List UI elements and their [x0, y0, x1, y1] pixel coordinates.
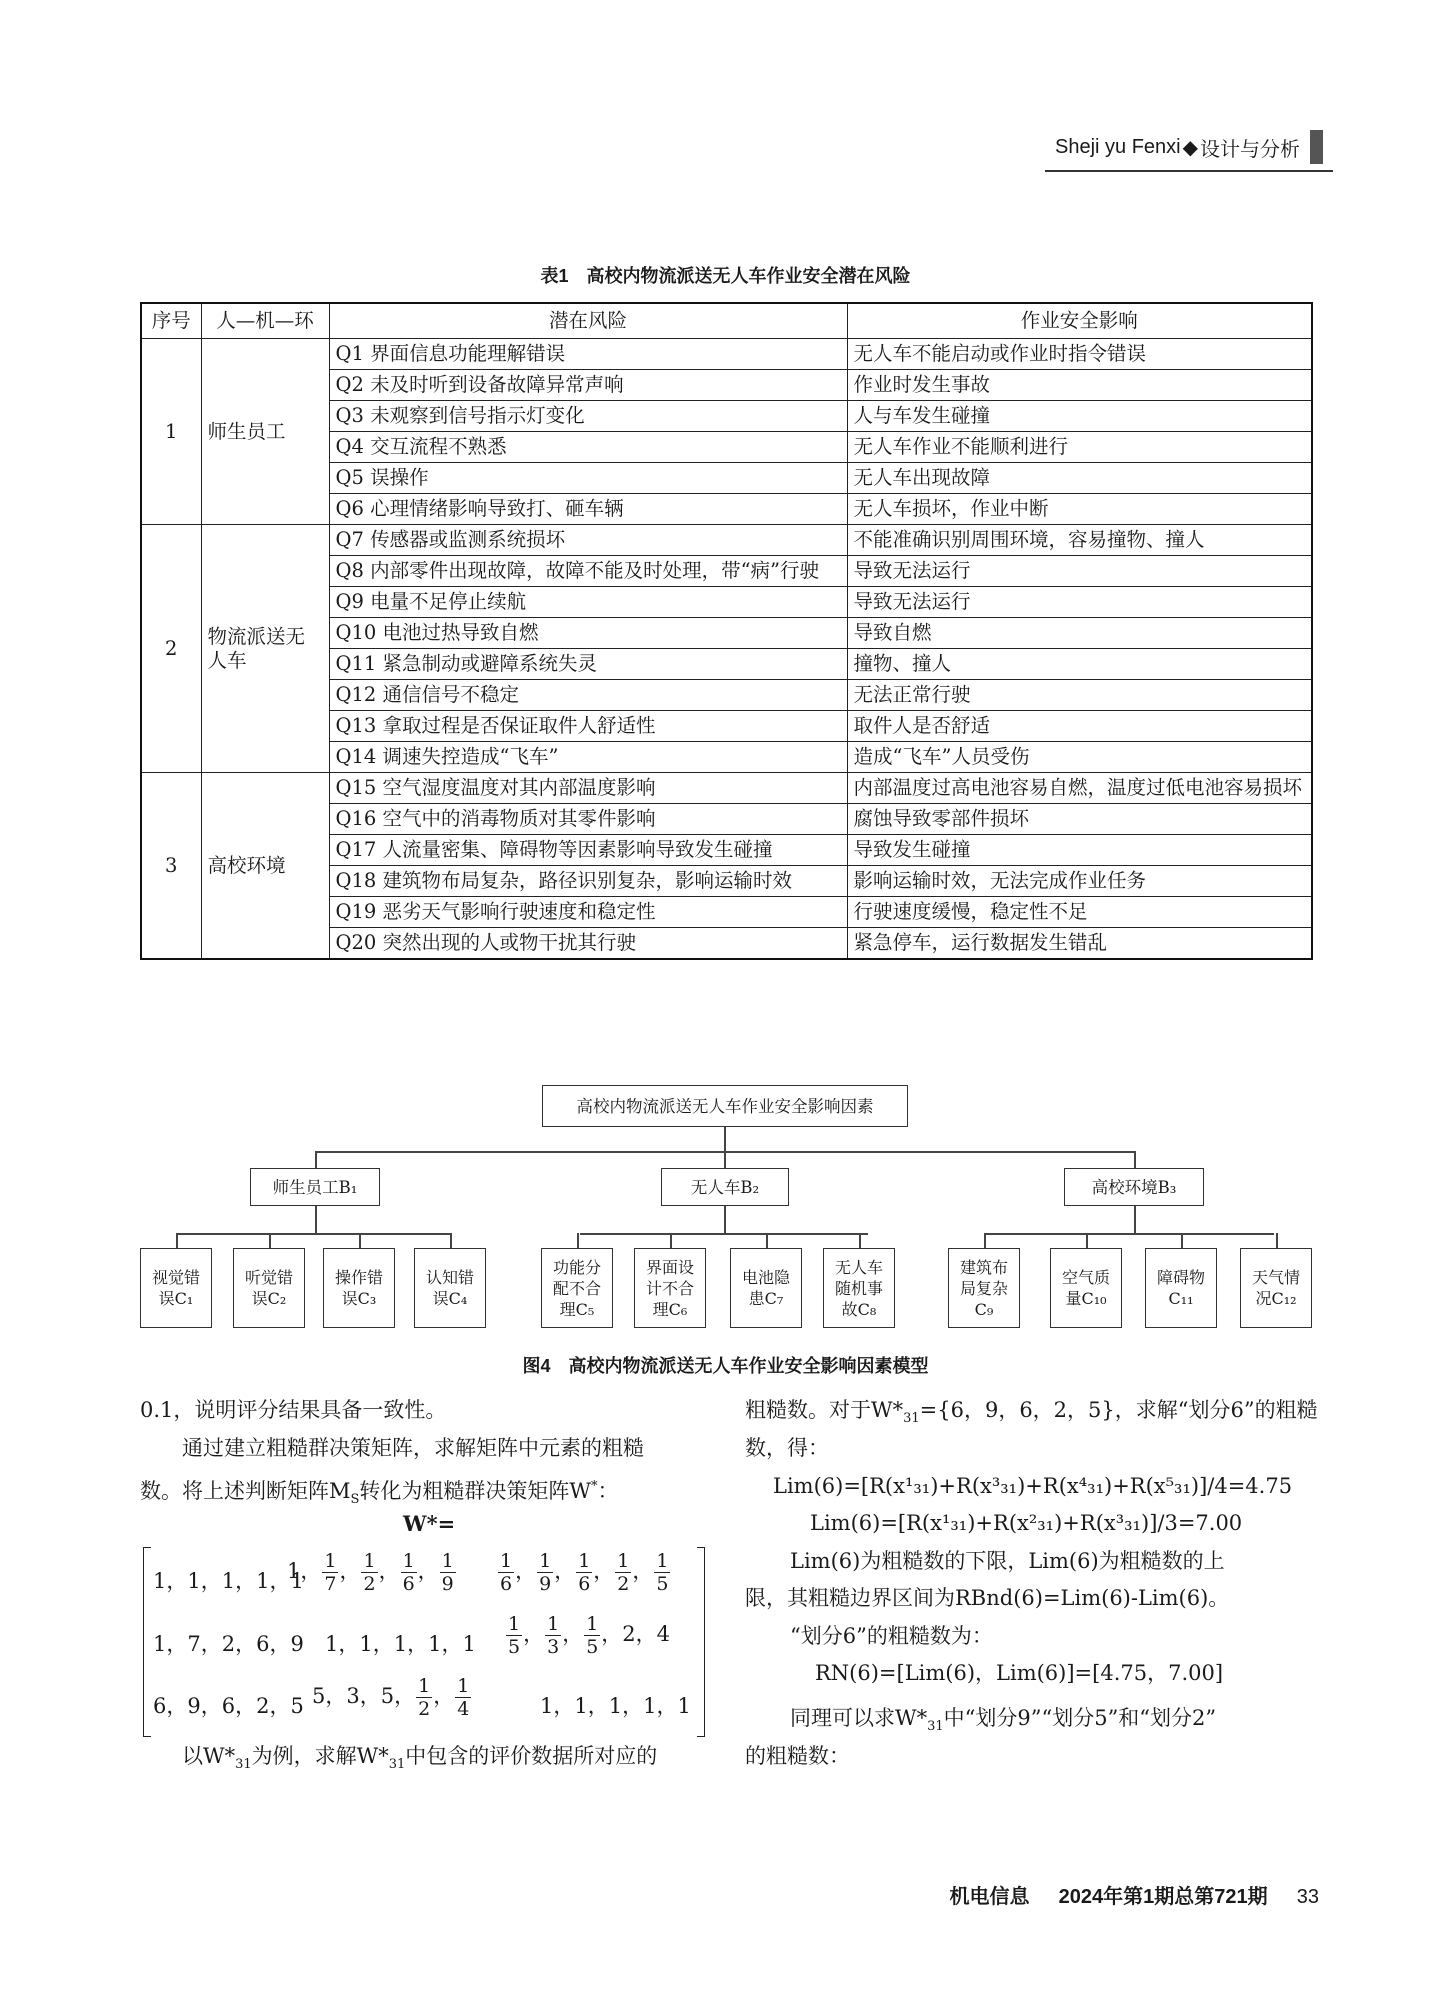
leaf-node-c6: 界面设计不合理C₆ — [634, 1248, 706, 1328]
journal-roman: Sheji yu Fenxi — [1054, 135, 1181, 158]
impact-cell: 导致无法运行 — [847, 556, 1312, 587]
risk-cell: Q9 电量不足停止续航 — [329, 587, 847, 618]
risk-cell: Q20 突然出现的人或物干扰其行驶 — [329, 928, 847, 960]
matrix-left-bracket — [143, 1547, 151, 1737]
risk-cell: Q11 紧急制动或避障系统失灵 — [329, 649, 847, 680]
group-number: 1 — [141, 339, 201, 525]
leaf-connector — [577, 1233, 579, 1248]
matrix-r2c1: 1，7，2，6，9 — [153, 1632, 304, 1656]
risk-cell: Q6 心理情绪影响导致打、砸车辆 — [329, 494, 847, 525]
w-star-eq: W*= — [403, 1511, 456, 1536]
leaf-connector — [766, 1233, 768, 1248]
leaf-connector — [1276, 1233, 1278, 1248]
left-p1: 0.1，说明评分结果具备一致性。 — [140, 1398, 447, 1422]
right-p1-line2: 数，得： — [745, 1436, 829, 1460]
right-p1-line1: 粗糙数。对于$W*_{31}=\{6$，9，6，2，5}，求解“划分6”的粗糙 — [745, 1398, 1318, 1427]
leaf-connector — [359, 1233, 361, 1248]
leaf-connector — [984, 1233, 986, 1248]
leaf-node-c3: 操作错误C₃ — [323, 1248, 395, 1328]
right-p3: “划分6”的粗糙数为： — [790, 1624, 993, 1648]
impact-cell: 作业时发生事故 — [847, 370, 1312, 401]
header-bar — [1310, 130, 1323, 164]
matrix-r2c2: 1，1，1，1，1 — [325, 1632, 476, 1656]
risk-table — [140, 302, 1313, 960]
leaf-connector — [1181, 1233, 1183, 1248]
table-header-row — [141, 303, 1312, 339]
risk-cell: Q7 传感器或监测系统损坏 — [329, 525, 847, 556]
impact-cell: 导致自燃 — [847, 618, 1312, 649]
impact-cell: 无人车不能启动或作业时指令错误 — [847, 339, 1312, 370]
footer-journal: 机电信息 — [949, 1886, 1030, 1908]
matrix-r3c1: 6，9，6，2，5 — [153, 1694, 304, 1718]
running-header — [1055, 130, 1323, 164]
risk-cell: Q14 调速失控造成“飞车” — [329, 742, 847, 773]
b1-down — [315, 1206, 317, 1234]
leaf-connector — [859, 1233, 861, 1248]
impact-cell: 无人车作业不能顺利进行 — [847, 432, 1312, 463]
leaf-node-c11: 障碍物C₁₁ — [1145, 1248, 1217, 1328]
risk-cell: Q12 通信信号不稳定 — [329, 680, 847, 711]
impact-cell: 无人车出现故障 — [847, 463, 1312, 494]
leaf-node-c2: 听觉错误C₂ — [233, 1248, 305, 1328]
table-row — [141, 773, 1312, 804]
leaf-node-c12: 天气情况C₁₂ — [1240, 1248, 1312, 1328]
matrix-r1c2: 1， $\frac{1}{7}$ ， $\frac{1}{2}$ ， $\frac{1}{6}$ ， $\frac{1}{9}$ — [287, 1550, 454, 1595]
page-footer — [950, 1880, 1319, 1909]
group-category: 物流派送无人车 — [201, 525, 329, 773]
table-row — [141, 525, 1312, 556]
header-rule — [1045, 170, 1333, 172]
impact-cell: 内部温度过高电池容易自燃，温度过低电池容易损坏 — [847, 773, 1312, 804]
impact-cell: 无人车损坏，作业中断 — [847, 494, 1312, 525]
left-p2-line2: 数。将上述判断矩阵$M_S$转化为粗糙群决策矩阵W*： — [140, 1479, 619, 1508]
group-number: 3 — [141, 773, 201, 960]
b3-down — [1134, 1206, 1136, 1234]
risk-cell: Q16 空气中的消毒物质对其零件影响 — [329, 804, 847, 835]
table-caption: 表1 高校内物流派送无人车作业安全潜在风险 — [540, 266, 911, 286]
right-p4-line1: 同理可以求$W*_{31}$中“划分9”“划分5”和“划分2” — [790, 1706, 1217, 1735]
header-impact: 作业安全影响 — [847, 303, 1312, 339]
right-p2-line1: Lim(6)为粗糙数的下限，Lim(6)为粗糙数的上 — [790, 1549, 1225, 1573]
leaf-node-c4: 认知错误C₄ — [414, 1248, 486, 1328]
leaf-connector — [1086, 1233, 1088, 1248]
matrix-right-bracket — [697, 1547, 705, 1737]
risk-cell: Q8 内部零件出现故障，故障不能及时处理，带“病”行驶 — [329, 556, 847, 587]
impact-cell: 无法正常行驶 — [847, 680, 1312, 711]
diamond-icon: ◆ — [1182, 136, 1198, 159]
leaf-connector — [670, 1233, 672, 1248]
group-category: 师生员工 — [201, 339, 329, 525]
equation-lower: Lim(6)=[R(x¹₃₁)+R(x³₃₁)+R(x⁴₃₁)+R(x⁵₃₁)]/4=4.75 — [773, 1474, 1293, 1498]
impact-cell: 取件人是否舒适 — [847, 711, 1312, 742]
footer-issue: 2024年第1期总第721期 — [1058, 1886, 1268, 1908]
impact-cell: 不能准确识别周围环境，容易撞物、撞人 — [847, 525, 1312, 556]
leaf-node-c8: 无人车随机事故C₈ — [823, 1248, 895, 1328]
matrix-r2c3: $\frac{1}{5}$ ， $\frac{1}{3}$ ， $\frac{1}{5}$ ，2，4 — [508, 1613, 671, 1658]
risk-cell: Q18 建筑物布局复杂，路径识别复杂，影响运输时效 — [329, 866, 847, 897]
leaf-node-c1: 视觉错误C₁ — [140, 1248, 212, 1328]
right-p4-line2: 的粗糙数： — [745, 1744, 850, 1768]
impact-cell: 人与车发生碰撞 — [847, 401, 1312, 432]
leaf-connector — [450, 1233, 452, 1248]
risk-cell: Q3 未观察到信号指示灯变化 — [329, 401, 847, 432]
impact-cell: 导致发生碰撞 — [847, 835, 1312, 866]
impact-cell: 腐蚀导致零部件损坏 — [847, 804, 1312, 835]
impact-cell: 造成“飞车”人员受伤 — [847, 742, 1312, 773]
b3-bus — [986, 1233, 1274, 1235]
matrix-r3c3: 1，1，1，1，1 — [540, 1694, 691, 1718]
risk-cell: Q15 空气湿度温度对其内部温度影响 — [329, 773, 847, 804]
section-title: 设计与分析 — [1200, 138, 1300, 161]
leaf-node-c9: 建筑布局复杂C₉ — [948, 1248, 1020, 1328]
header-category: 人—机—环 — [201, 303, 329, 339]
equation-upper: Lim(6)=[R(x¹₃₁)+R(x²₃₁)+R(x³₃₁)]/3=7.00 — [810, 1511, 1243, 1535]
page-number: 33 — [1296, 1886, 1319, 1908]
header-risk: 潜在风险 — [329, 303, 847, 339]
impact-cell: 紧急停车，运行数据发生错乱 — [847, 928, 1312, 960]
matrix-r1c1: 1，1，1，1，1 — [153, 1569, 304, 1593]
root-node: 高校内物流派送无人车作业安全影响因素 — [542, 1085, 908, 1127]
b1-stem — [315, 1151, 317, 1169]
impact-cell: 影响运输时效，无法完成作业任务 — [847, 866, 1312, 897]
leaf-node-c10: 空气质量C₁₀ — [1050, 1248, 1122, 1328]
leaf-node-c5: 功能分配不合理C₅ — [541, 1248, 613, 1328]
impact-cell: 行驶速度缓慢，稳定性不足 — [847, 897, 1312, 928]
right-p2-line2: 限，其粗糙边界区间为RBnd(6)=Lim(6)-Lim(6)。 — [745, 1586, 1230, 1610]
risk-cell: Q10 电池过热导致自燃 — [329, 618, 847, 649]
b1-bus — [178, 1233, 451, 1235]
risk-cell: Q2 未及时听到设备故障异常声响 — [329, 370, 847, 401]
risk-cell: Q17 人流量密集、障碍物等因素影响导致发生碰撞 — [329, 835, 847, 866]
node-b1: 师生员工B₁ — [250, 1168, 380, 1206]
risk-cell: Q19 恶劣天气影响行驶速度和稳定性 — [329, 897, 847, 928]
b3-stem — [1134, 1151, 1136, 1169]
b2-stem — [724, 1151, 726, 1169]
impact-cell: 导致无法运行 — [847, 587, 1312, 618]
group-number: 2 — [141, 525, 201, 773]
table-row — [141, 339, 1312, 370]
b2-bus — [580, 1233, 868, 1235]
node-b2: 无人车B₂ — [661, 1168, 789, 1206]
leaf-connector — [176, 1233, 178, 1248]
leaf-node-c7: 电池隐患C₇ — [730, 1248, 802, 1328]
group-category: 高校环境 — [201, 773, 329, 960]
matrix-r3c2: 5，3，5， $\frac{1}{2}$ ， $\frac{1}{4}$ — [312, 1675, 470, 1720]
risk-cell: Q4 交互流程不熟悉 — [329, 432, 847, 463]
b2-down — [724, 1206, 726, 1234]
left-p3: 以$W*_{31}$为例，求解$W*_{31}$中包含的评价数据所对应的 — [182, 1744, 658, 1773]
equation-rough-number: RN(6)=[Lim(6)，Lim(6)]=[4.75，7.00] — [815, 1661, 1224, 1685]
impact-cell: 撞物、撞人 — [847, 649, 1312, 680]
table-body — [141, 339, 1312, 960]
root-stem — [724, 1127, 726, 1152]
risk-cell: Q5 误操作 — [329, 463, 847, 494]
node-b3: 高校环境B₃ — [1064, 1168, 1204, 1206]
left-p2-line1: 通过建立粗糙群决策矩阵，求解矩阵中元素的粗糙 — [182, 1436, 644, 1460]
header-no: 序号 — [141, 303, 201, 339]
figure-caption: 图4 高校内物流派送无人车作业安全影响因素模型 — [522, 1356, 929, 1376]
matrix-r1c3: $\frac{1}{6}$ ， $\frac{1}{9}$ ， $\frac{1}{6}$ ， $\frac{1}{2}$ ， $\frac{1}{5}$ — [500, 1550, 669, 1595]
risk-cell: Q1 界面信息功能理解错误 — [329, 339, 847, 370]
leaf-connector — [269, 1233, 271, 1248]
risk-cell: Q13 拿取过程是否保证取件人舒适性 — [329, 711, 847, 742]
